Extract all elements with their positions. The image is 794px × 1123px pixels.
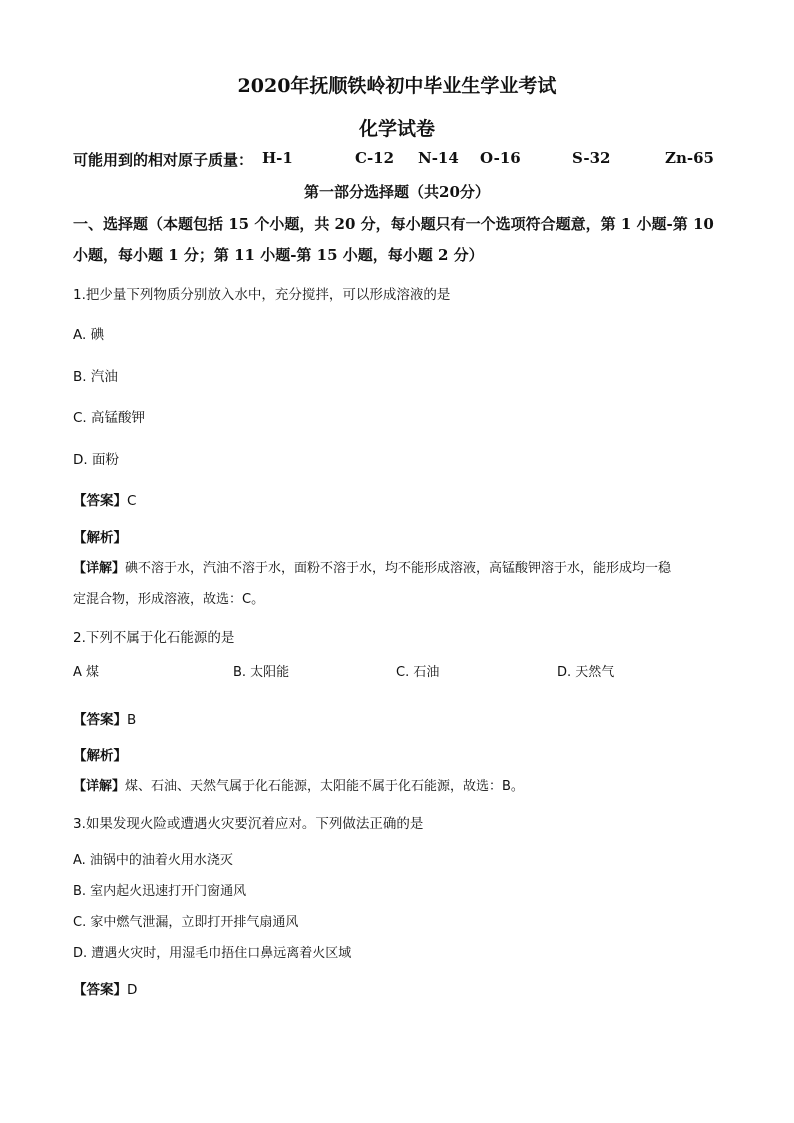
question-2-detail-line1 <box>73 775 524 794</box>
atomic-mass-n: N-14 <box>418 149 459 167</box>
question-3-option-c: C. 家中燃气泄漏，立即打开排气扇通风 <box>73 915 299 930</box>
answer-value: B <box>127 712 137 728</box>
detail-tag: 【详解】 <box>73 561 126 576</box>
atomic-mass-zn: Zn-65 <box>665 149 714 167</box>
question-3-option-d: D. 遭遇火灾时，用湿毛巾捂住口鼻远离着火区域 <box>73 946 352 961</box>
question-1-stem: 1.把少量下列物质分别放入水中，充分搅拌，可以形成溶液的是 <box>73 287 451 303</box>
question-2-option-c: C. 石油 <box>396 665 440 680</box>
answer-tag: 【答案】 <box>73 982 127 998</box>
question-2-option-b: B. 太阳能 <box>233 665 290 680</box>
question-3-answer <box>73 978 137 998</box>
answer-value: D <box>127 982 138 998</box>
detail-tag: 【详解】 <box>73 779 126 794</box>
question-1-option-b: B. 汽油 <box>73 369 118 385</box>
question-3-stem: 3.如果发现火险或遭遇火灾要沉着应对。下列做法正确的是 <box>73 816 424 832</box>
question-2-stem: 2.下列不属于化石能源的是 <box>73 630 235 646</box>
question-1-detail-line2: 定混合物，形成溶液，故选：C。 <box>73 592 265 607</box>
answer-tag: 【答案】 <box>73 493 127 509</box>
question-2-option-d: D. 天然气 <box>557 665 615 680</box>
question-1-detail-line1 <box>73 557 671 576</box>
question-1-answer <box>73 489 136 509</box>
part1-instructions-line2: 小题，每小题 1 分；第 11 小题-第 15 小题，每小题 2 分） <box>73 246 484 264</box>
part1-title: 第一部分选择题（共20分） <box>304 183 490 201</box>
atomic-mass-h: H-1 <box>262 149 293 167</box>
part1-instructions-line1: 一、选择题（本题包括 15 个小题，共 20 分，每小题只有一个选项符合题意，第 1 小题-第 10 <box>73 215 714 233</box>
question-2-option-a: A 煤 <box>73 665 100 680</box>
answer-value: C <box>127 493 137 509</box>
question-1-analysis-tag: 【解析】 <box>73 530 127 546</box>
question-2-analysis-tag: 【解析】 <box>73 748 127 764</box>
question-2-answer <box>73 708 136 728</box>
detail-text: 碘不溶于水，汽油不溶于水，面粉不溶于水，均不能形成溶液，高锰酸钾溶于水，能形成均一稳 <box>125 561 672 576</box>
atomic-mass-o: O-16 <box>480 149 521 167</box>
atomic-masses-label: 可能用到的相对原子质量： <box>73 151 254 169</box>
exam-title: 2020年抚顺铁岭初中毕业生学业考试 <box>237 75 557 97</box>
answer-tag: 【答案】 <box>73 712 127 728</box>
atomic-mass-c: C-12 <box>355 149 395 167</box>
question-1-option-d: D. 面粉 <box>73 452 119 468</box>
detail-text: 煤、石油、天然气属于化石能源，太阳能不属于化石能源，故选：B。 <box>125 779 524 794</box>
question-1-option-c: C. 高锰酸钾 <box>73 410 146 426</box>
atomic-mass-s: S-32 <box>572 149 611 167</box>
exam-subtitle: 化学试卷 <box>358 118 435 140</box>
question-3-option-a: A. 油锅中的油着火用水浇灭 <box>73 853 233 868</box>
question-1-option-a: A. 碘 <box>73 327 105 343</box>
question-3-option-b: B. 室内起火迅速打开门窗通风 <box>73 884 247 899</box>
